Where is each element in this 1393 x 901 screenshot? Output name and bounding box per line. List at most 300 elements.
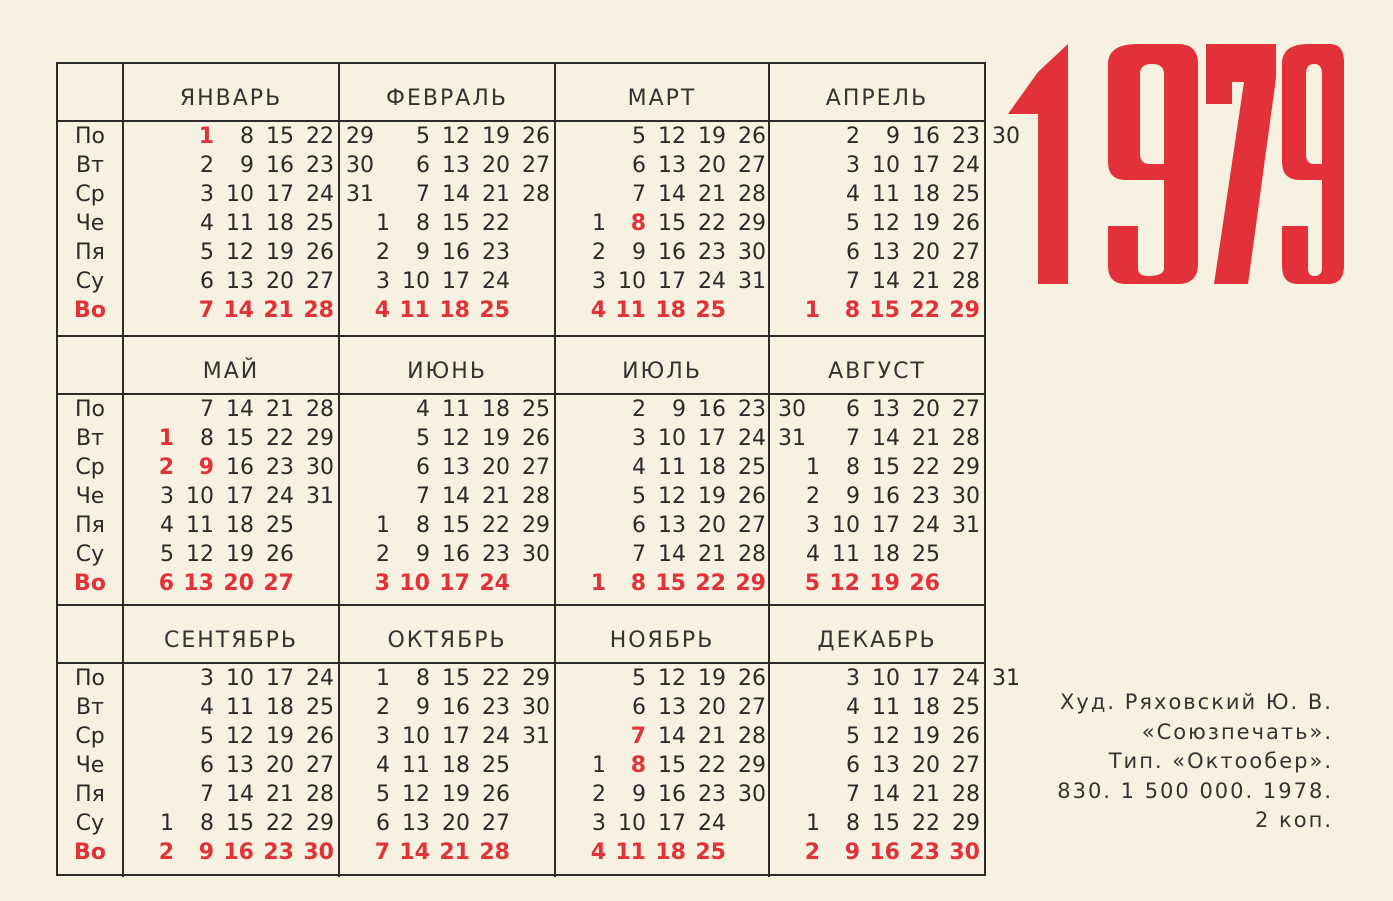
week-column <box>472 122 510 325</box>
day-cell: 26 <box>306 724 334 749</box>
month-name: ДЕКАБРЬ <box>817 628 937 653</box>
day-cell <box>982 838 1020 867</box>
day-cell: 19 <box>226 542 254 567</box>
week-column <box>296 664 334 867</box>
day-cell: 3 <box>200 182 214 207</box>
day-cell: 29 <box>522 513 550 538</box>
week-column <box>648 395 686 598</box>
day-cell <box>568 180 606 209</box>
day-cell: 2 <box>158 455 174 480</box>
day-cell <box>512 751 550 780</box>
day-cell: 3 <box>846 666 860 691</box>
day-cell: 16 <box>658 782 686 807</box>
day-cell: 16 <box>226 455 254 480</box>
day-cell: 1 <box>806 811 820 836</box>
day-cell: 29 <box>522 666 550 691</box>
month-9 <box>122 606 338 877</box>
day-cell: 7 <box>200 397 214 422</box>
day-cell: 31 <box>992 666 1020 691</box>
day-cell <box>352 453 390 482</box>
day-cell: 5 <box>416 426 430 451</box>
year-digit-9 <box>1108 44 1198 284</box>
day-cell: 4 <box>846 695 860 720</box>
day-cell <box>782 693 820 722</box>
week-column <box>688 664 726 867</box>
day-cell: 27 <box>263 571 294 596</box>
day-cell: 6 <box>846 240 860 265</box>
week-column <box>352 664 390 867</box>
week-column <box>392 122 430 325</box>
day-cell: 2 <box>592 782 606 807</box>
day-cell <box>136 122 174 151</box>
month-7 <box>554 337 806 608</box>
weekday-label: Во <box>74 298 106 323</box>
day-cell: 14 <box>223 298 254 323</box>
week-column <box>432 395 470 598</box>
day-cell: 12 <box>226 724 254 749</box>
day-cell: 28 <box>303 298 334 323</box>
day-cell <box>982 751 1020 780</box>
day-cell: 26 <box>738 666 766 691</box>
day-cell: 9 <box>844 840 860 865</box>
day-cell: 8 <box>844 298 860 323</box>
day-cell: 12 <box>872 724 900 749</box>
day-cell <box>568 453 606 482</box>
day-cell: 23 <box>263 840 294 865</box>
day-cell: 20 <box>482 455 510 480</box>
day-cell <box>136 151 174 180</box>
day-cell: 30 <box>778 397 806 422</box>
day-cell <box>782 267 820 296</box>
day-cell: 10 <box>402 724 430 749</box>
day-cell: 3 <box>376 269 390 294</box>
week-column <box>512 122 550 325</box>
month-name: ОКТЯБРЬ <box>387 628 507 653</box>
day-cell: 13 <box>442 153 470 178</box>
week-column <box>352 395 390 598</box>
day-cell: 21 <box>482 182 510 207</box>
day-cell: 28 <box>738 542 766 567</box>
day-cell: 4 <box>590 840 606 865</box>
day-cell: 11 <box>658 455 686 480</box>
day-cell: 7 <box>374 840 390 865</box>
day-cell: 4 <box>200 695 214 720</box>
weekday-label: Че <box>75 484 105 509</box>
day-cell <box>782 722 820 751</box>
day-cell: 11 <box>186 513 214 538</box>
day-cell: 11 <box>832 542 860 567</box>
day-cell: 22 <box>306 124 334 149</box>
day-cell: 12 <box>829 571 860 596</box>
day-cell: 5 <box>200 724 214 749</box>
day-cell: 17 <box>226 484 254 509</box>
day-cell: 16 <box>872 484 900 509</box>
day-cell: 13 <box>658 513 686 538</box>
credit-publisher: «Союзпечать». <box>1141 719 1333 744</box>
day-cell: 20 <box>912 753 940 778</box>
day-cell: 20 <box>912 240 940 265</box>
day-cell: 14 <box>658 724 686 749</box>
day-cell: 2 <box>804 840 820 865</box>
day-cell: 3 <box>160 484 174 509</box>
month-name: ФЕВРАЛЬ <box>386 86 508 111</box>
day-cell: 19 <box>869 571 900 596</box>
day-cell: 20 <box>482 153 510 178</box>
day-cell: 27 <box>952 397 980 422</box>
week-column <box>862 664 900 867</box>
day-cell <box>782 122 820 151</box>
day-cell: 7 <box>846 269 860 294</box>
day-cell: 3 <box>374 571 390 596</box>
day-cell: 23 <box>698 240 726 265</box>
day-cell: 3 <box>592 811 606 836</box>
day-cell: 31 <box>738 269 766 294</box>
day-cell: 3 <box>846 153 860 178</box>
day-cell: 27 <box>738 513 766 538</box>
day-cell: 13 <box>442 455 470 480</box>
day-cell: 6 <box>846 753 860 778</box>
week-column <box>608 395 646 598</box>
day-cell <box>136 664 174 693</box>
day-cell: 28 <box>738 724 766 749</box>
day-cell: 10 <box>872 153 900 178</box>
day-cell: 18 <box>912 695 940 720</box>
day-cell: 13 <box>658 153 686 178</box>
day-cell: 29 <box>306 426 334 451</box>
day-cell <box>782 180 820 209</box>
day-cell: 28 <box>479 840 510 865</box>
day-cell: 25 <box>306 695 334 720</box>
day-cell <box>352 151 390 180</box>
week-column <box>822 664 860 867</box>
day-cell: 16 <box>266 153 294 178</box>
weekday-label: По <box>74 397 105 422</box>
week-column <box>296 395 334 598</box>
month-1 <box>122 64 374 335</box>
day-cell: 2 <box>376 240 390 265</box>
day-cell: 14 <box>442 484 470 509</box>
day-cell: 23 <box>306 153 334 178</box>
day-cell: 17 <box>442 724 470 749</box>
day-cell: 25 <box>952 182 980 207</box>
day-cell: 13 <box>226 269 254 294</box>
day-cell: 2 <box>376 695 390 720</box>
day-cell: 16 <box>698 397 726 422</box>
week-column <box>608 122 646 325</box>
day-cell: 30 <box>949 840 980 865</box>
day-cell: 5 <box>632 124 646 149</box>
day-cell: 4 <box>200 211 214 236</box>
calendar-grid <box>56 62 1020 876</box>
weekday-label: Во <box>74 840 106 865</box>
day-cell: 3 <box>806 513 820 538</box>
day-cell <box>568 722 606 751</box>
day-cell <box>728 296 766 325</box>
day-cell: 9 <box>886 124 900 149</box>
month-name: АПРЕЛЬ <box>825 86 929 111</box>
day-cell: 23 <box>952 124 980 149</box>
month-3 <box>554 64 768 335</box>
day-cell: 27 <box>738 695 766 720</box>
day-cell: 6 <box>632 695 646 720</box>
day-cell: 21 <box>912 426 940 451</box>
day-cell: 19 <box>698 484 726 509</box>
day-cell: 5 <box>846 724 860 749</box>
day-cell: 4 <box>416 397 430 422</box>
day-cell: 22 <box>698 211 726 236</box>
day-cell: 17 <box>439 571 470 596</box>
day-cell: 7 <box>632 542 646 567</box>
week-column <box>432 664 470 867</box>
week-column <box>568 395 606 598</box>
week-column <box>648 664 686 867</box>
week-column <box>862 395 900 598</box>
day-cell: 29 <box>952 455 980 480</box>
day-cell: 11 <box>399 298 430 323</box>
day-cell: 3 <box>376 724 390 749</box>
day-cell: 6 <box>632 513 646 538</box>
day-cell <box>352 395 390 424</box>
day-cell: 7 <box>630 724 646 749</box>
month-8 <box>768 337 984 608</box>
weekday-label: Ср <box>75 455 105 480</box>
weekday-label: Су <box>75 269 105 294</box>
day-cell: 24 <box>306 666 334 691</box>
day-cell <box>728 809 766 838</box>
day-cell: 6 <box>158 571 174 596</box>
month-12 <box>768 606 1020 877</box>
day-cell: 28 <box>306 782 334 807</box>
day-cell: 11 <box>615 298 646 323</box>
day-cell: 7 <box>846 782 860 807</box>
day-cell: 17 <box>912 666 940 691</box>
day-cell <box>136 180 174 209</box>
quarter-row <box>58 335 984 608</box>
day-cell: 6 <box>200 269 214 294</box>
day-cell: 26 <box>522 124 550 149</box>
day-cell <box>352 180 390 209</box>
day-cell: 17 <box>912 153 940 178</box>
day-cell: 24 <box>952 666 980 691</box>
day-cell: 23 <box>912 484 940 509</box>
day-cell: 11 <box>402 753 430 778</box>
month-5 <box>122 337 338 608</box>
day-cell: 15 <box>655 571 686 596</box>
day-cell: 12 <box>658 666 686 691</box>
week-column <box>176 122 214 325</box>
day-cell: 1 <box>590 571 606 596</box>
week-column <box>216 395 254 598</box>
day-cell: 22 <box>695 571 726 596</box>
day-cell: 1 <box>376 513 390 538</box>
week-column <box>136 122 174 325</box>
day-cell: 30 <box>952 484 980 509</box>
day-cell: 14 <box>658 182 686 207</box>
day-cell: 24 <box>479 571 510 596</box>
day-cell: 28 <box>952 426 980 451</box>
week-column <box>352 122 390 325</box>
day-cell: 27 <box>522 455 550 480</box>
day-cell: 14 <box>399 840 430 865</box>
week-column <box>728 395 766 598</box>
day-cell: 30 <box>346 153 374 178</box>
day-cell: 24 <box>952 153 980 178</box>
day-cell: 29 <box>949 298 980 323</box>
day-cell <box>568 664 606 693</box>
day-cell: 25 <box>522 397 550 422</box>
day-cell: 16 <box>912 124 940 149</box>
day-cell <box>512 209 550 238</box>
week-column <box>822 122 860 325</box>
day-cell: 5 <box>632 666 646 691</box>
day-cell: 15 <box>872 811 900 836</box>
day-cell <box>296 511 334 540</box>
day-cell: 11 <box>226 211 254 236</box>
day-cell: 26 <box>738 124 766 149</box>
day-cell: 14 <box>226 782 254 807</box>
day-cell: 27 <box>306 753 334 778</box>
day-cell: 8 <box>416 513 430 538</box>
day-cell: 12 <box>658 124 686 149</box>
day-cell: 18 <box>912 182 940 207</box>
day-cell <box>982 809 1020 838</box>
day-cell: 22 <box>912 811 940 836</box>
weekday-label: Пя <box>75 782 105 807</box>
day-cell: 1 <box>160 811 174 836</box>
day-cell: 19 <box>698 666 726 691</box>
day-cell: 10 <box>399 571 430 596</box>
day-cell <box>982 780 1020 809</box>
day-cell <box>782 664 820 693</box>
month-name: ИЮЛЬ <box>622 359 702 384</box>
day-cell: 8 <box>240 124 254 149</box>
week-column <box>608 664 646 867</box>
day-cell: 9 <box>672 397 686 422</box>
day-cell: 26 <box>909 571 940 596</box>
day-cell: 12 <box>402 782 430 807</box>
day-cell: 13 <box>183 571 214 596</box>
day-cell: 7 <box>632 182 646 207</box>
day-cell <box>568 151 606 180</box>
week-column <box>942 122 980 325</box>
day-cell: 1 <box>806 455 820 480</box>
year-digit-9b <box>1282 44 1344 284</box>
day-cell: 24 <box>482 269 510 294</box>
day-cell: 22 <box>266 811 294 836</box>
day-cell: 12 <box>226 240 254 265</box>
day-cell: 31 <box>346 182 374 207</box>
day-cell: 29 <box>735 571 766 596</box>
day-cell: 27 <box>306 269 334 294</box>
day-cell <box>568 482 606 511</box>
day-cell: 25 <box>912 542 940 567</box>
day-cell: 22 <box>266 426 294 451</box>
day-cell: 23 <box>909 840 940 865</box>
day-cell: 12 <box>442 124 470 149</box>
day-cell: 17 <box>442 269 470 294</box>
day-cell: 26 <box>952 724 980 749</box>
week-column <box>392 395 430 598</box>
day-cell <box>136 780 174 809</box>
day-cell: 10 <box>226 666 254 691</box>
day-cell: 15 <box>442 211 470 236</box>
quarter-row <box>58 604 1020 877</box>
day-cell: 11 <box>615 840 646 865</box>
day-cell: 10 <box>226 182 254 207</box>
month-2 <box>338 64 554 335</box>
day-cell <box>136 722 174 751</box>
weekday-label: По <box>74 124 105 149</box>
day-cell: 27 <box>522 153 550 178</box>
day-cell: 14 <box>872 426 900 451</box>
day-cell: 23 <box>266 455 294 480</box>
day-cell: 14 <box>658 542 686 567</box>
day-cell: 2 <box>806 484 820 509</box>
day-cell: 29 <box>952 811 980 836</box>
year-1979 <box>1008 44 1344 284</box>
day-cell: 19 <box>482 426 510 451</box>
day-cell: 22 <box>909 298 940 323</box>
day-cell: 22 <box>912 455 940 480</box>
day-cell <box>782 395 820 424</box>
week-column <box>216 664 254 867</box>
day-cell <box>568 511 606 540</box>
day-cell: 17 <box>698 426 726 451</box>
year-digit-7 <box>1206 44 1276 284</box>
day-cell: 14 <box>226 397 254 422</box>
day-cell: 7 <box>416 484 430 509</box>
day-cell: 9 <box>198 840 214 865</box>
week-column <box>392 664 430 867</box>
month-4 <box>768 64 1020 335</box>
day-cell <box>782 424 820 453</box>
day-cell: 4 <box>846 182 860 207</box>
day-cell: 19 <box>266 240 294 265</box>
day-cell: 21 <box>439 840 470 865</box>
day-cell: 30 <box>738 782 766 807</box>
day-cell <box>512 238 550 267</box>
day-cell: 22 <box>482 211 510 236</box>
day-cell: 21 <box>698 724 726 749</box>
day-cell: 2 <box>632 397 646 422</box>
week-column <box>822 395 860 598</box>
day-cell <box>512 809 550 838</box>
day-cell: 27 <box>482 811 510 836</box>
day-cell: 21 <box>266 397 294 422</box>
credit-printer: Тип. «Октообер». <box>1108 749 1333 773</box>
day-cell: 27 <box>738 153 766 178</box>
day-cell: 20 <box>266 753 294 778</box>
day-cell: 8 <box>846 811 860 836</box>
day-cell: 21 <box>266 782 294 807</box>
day-cell <box>136 395 174 424</box>
day-cell: 16 <box>442 240 470 265</box>
day-cell: 1 <box>158 426 174 451</box>
day-cell: 17 <box>658 811 686 836</box>
month-name: НОЯБРЬ <box>609 628 715 653</box>
day-cell: 15 <box>442 666 470 691</box>
day-cell: 15 <box>442 513 470 538</box>
day-cell: 4 <box>374 298 390 323</box>
day-cell: 9 <box>240 153 254 178</box>
week-column <box>176 664 214 867</box>
day-cell: 24 <box>698 811 726 836</box>
day-cell <box>728 838 766 867</box>
day-cell: 15 <box>266 124 294 149</box>
day-cell: 27 <box>952 753 980 778</box>
week-column <box>136 664 174 867</box>
day-cell <box>136 238 174 267</box>
